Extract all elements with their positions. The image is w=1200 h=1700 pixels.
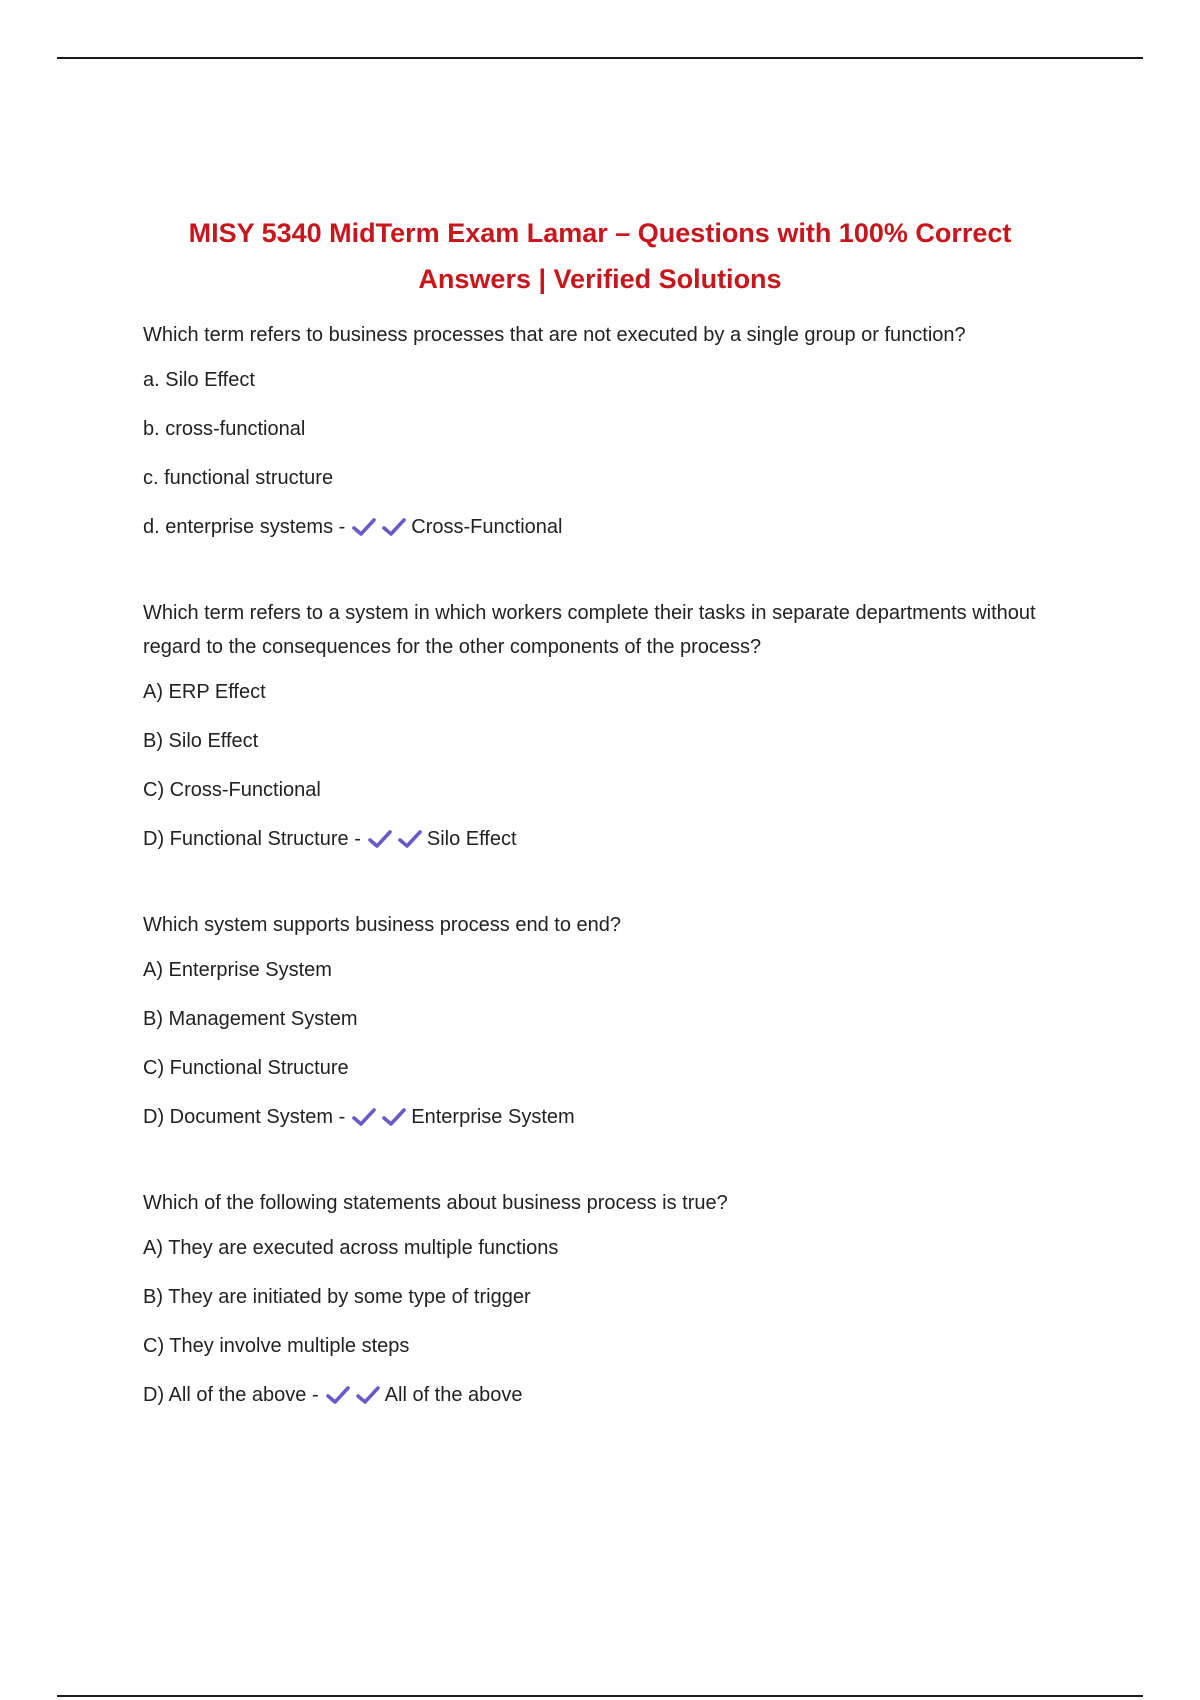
correct-answer: Silo Effect bbox=[426, 828, 517, 850]
option-a: A) They are executed across multiple functions bbox=[143, 1237, 559, 1259]
check-icon bbox=[367, 829, 393, 856]
option-c: C) They involve multiple steps bbox=[143, 1335, 410, 1357]
option-c: C) Cross-Functional bbox=[143, 779, 321, 801]
question-3 bbox=[143, 908, 1063, 1134]
option-b: B) Silo Effect bbox=[143, 730, 259, 752]
question-4 bbox=[143, 1186, 1063, 1412]
option-a: A) ERP Effect bbox=[143, 681, 266, 703]
option-d: D) All of the above - bbox=[143, 1384, 319, 1406]
correct-answer: Cross-Functional bbox=[411, 516, 563, 538]
top-rule bbox=[57, 57, 1143, 59]
option-d-with-answer bbox=[143, 1382, 1063, 1412]
option-b: B) They are initiated by some type of trigger bbox=[143, 1286, 531, 1308]
option-c: C) Functional Structure bbox=[143, 1057, 349, 1079]
check-icon bbox=[351, 517, 377, 544]
option-a: A) Enterprise System bbox=[143, 959, 332, 981]
question-1 bbox=[143, 318, 1063, 544]
question-text: Which term refers to a system in which workers complete their tasks in separate departments without regard to the consequences for the other components of the process? bbox=[143, 602, 1036, 658]
question-2 bbox=[143, 596, 1063, 856]
correct-answer: All of the above bbox=[384, 1384, 523, 1406]
document-title: MISY 5340 MidTerm Exam Lamar – Questions with 100% Correct Answers | Verified Solutions bbox=[188, 218, 1012, 294]
question-list bbox=[143, 318, 1063, 1464]
option-d-with-answer bbox=[143, 514, 1063, 544]
option-d-with-answer bbox=[143, 826, 1063, 856]
option-b: B) Management System bbox=[143, 1008, 358, 1030]
option-c: c. functional structure bbox=[143, 467, 334, 489]
bottom-rule bbox=[57, 1695, 1143, 1697]
option-d: d. enterprise systems - bbox=[143, 516, 346, 538]
option-a: a. Silo Effect bbox=[143, 369, 255, 391]
check-icon bbox=[397, 829, 423, 856]
option-d: D) Document System - bbox=[143, 1106, 346, 1128]
check-icon bbox=[325, 1385, 351, 1412]
check-icon bbox=[351, 1107, 377, 1134]
option-d-with-answer bbox=[143, 1104, 1063, 1134]
question-text: Which system supports business process end to end? bbox=[143, 914, 622, 936]
question-text: Which term refers to business processes that are not executed by a single group or function? bbox=[143, 324, 966, 346]
check-icon bbox=[355, 1385, 381, 1412]
check-icon bbox=[381, 1107, 407, 1134]
question-text: Which of the following statements about business process is true? bbox=[143, 1192, 728, 1214]
correct-answer: Enterprise System bbox=[411, 1106, 575, 1128]
check-icon bbox=[381, 517, 407, 544]
option-d: D) Functional Structure - bbox=[143, 828, 361, 850]
option-b: b. cross-functional bbox=[143, 418, 306, 440]
